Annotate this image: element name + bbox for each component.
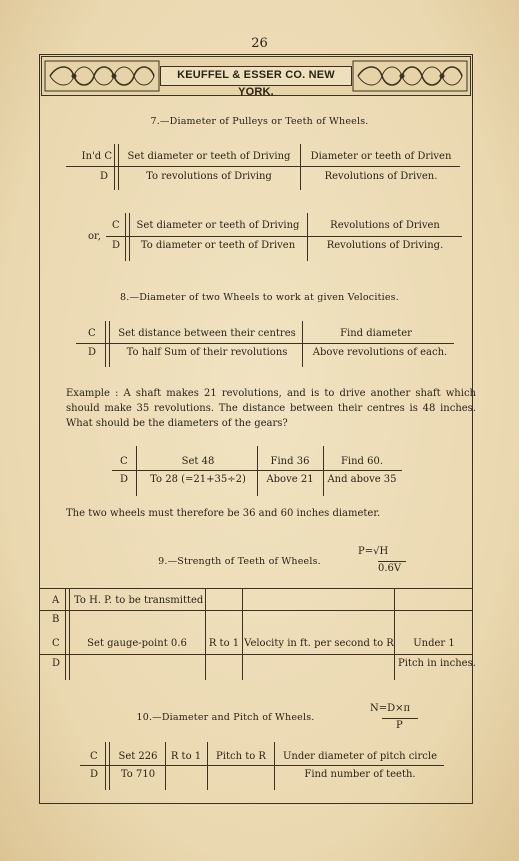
s8-r2-result: Above revolutions of each. bbox=[312, 347, 448, 358]
s9-rule-col3 bbox=[242, 588, 243, 680]
s7-r1-set: Set diameter or teeth of Driving bbox=[127, 151, 291, 162]
s7-r1-result: Diameter or teeth of Driven bbox=[310, 151, 452, 162]
s7-r3-label: C bbox=[112, 220, 120, 231]
s9-rC-velocity: Velocity in ft. per second to R bbox=[244, 638, 394, 649]
s8-ex-r1-label: C bbox=[120, 456, 128, 467]
s10-r1-label: C bbox=[90, 751, 98, 762]
s10-formula-bar bbox=[382, 718, 418, 719]
page-number: 26 bbox=[251, 36, 268, 51]
s9-formula-bar bbox=[378, 561, 406, 562]
s8-ex-r2-label: D bbox=[120, 474, 129, 485]
s7-or-table-divider bbox=[106, 236, 462, 237]
s7-r4-set: To diameter or teeth of Driven bbox=[140, 240, 296, 251]
s8-ex-r2-find1: Above 21 bbox=[266, 474, 314, 485]
s9-rD-label: D bbox=[52, 658, 61, 669]
s7-r3-set: Set diameter or teeth of Driving bbox=[136, 220, 300, 231]
s10-r2-set: To 710 bbox=[120, 769, 156, 780]
s8-r1-result: Find diameter bbox=[340, 328, 412, 339]
s7-or-double-rule bbox=[125, 213, 130, 261]
s8-ex-rule-3 bbox=[323, 446, 324, 496]
s8-conclusion: The two wheels must therefore be 36 and 60 inches diameter. bbox=[66, 508, 381, 519]
s7-r4-result: Revolutions of Driving. bbox=[326, 240, 444, 251]
s9-rA-text: To H. P. to be transmitted bbox=[74, 595, 204, 606]
s9-rule-top bbox=[40, 588, 472, 589]
s10-double-rule bbox=[105, 742, 110, 790]
s8-r1-label: C bbox=[88, 328, 96, 339]
s10-r1-under: Under diameter of pitch circle bbox=[282, 751, 438, 762]
s8-ex-r1-set: Set 48 bbox=[181, 456, 215, 467]
s8-example-paragraph: Example : A shaft makes 21 revolutions, and is to drive another shaft which should make 35 revolutions. The distance between their centres is 48 inches. What should be the diameters of the gears? bbox=[66, 388, 476, 429]
s8-ex-r1-find1: Find 36 bbox=[270, 456, 310, 467]
s9-rA-label: A bbox=[52, 595, 60, 606]
s7-r2-result: Revolutions of Driven. bbox=[324, 171, 438, 182]
s10-r1-r: R to 1 bbox=[170, 751, 202, 762]
s7-r4-label: D bbox=[112, 240, 121, 251]
s10-rule-col2 bbox=[165, 742, 166, 790]
s7-or-column-rule bbox=[307, 213, 308, 261]
s7-r3-result: Revolutions of Driven bbox=[330, 220, 440, 231]
s9-rC-r: R to 1 bbox=[208, 638, 240, 649]
s8-table-divider bbox=[76, 343, 454, 344]
s9-rD-pitch: Pitch in inches. bbox=[398, 658, 476, 669]
s7-r2-label: D bbox=[99, 171, 108, 182]
s9-rC-under: Under 1 bbox=[413, 638, 455, 649]
s10-formula-denominator: P bbox=[396, 720, 403, 731]
s10-r2-result: Find number of teeth. bbox=[304, 769, 416, 780]
s9-rC-label: C bbox=[52, 638, 60, 649]
s9-rule-cd bbox=[40, 654, 472, 655]
s9-rule-col2 bbox=[205, 588, 206, 680]
s9-rC-set: Set gauge-point 0.6 bbox=[87, 638, 187, 649]
ornament-right-icon bbox=[352, 60, 468, 92]
s7-r2-set: To revolutions of Driving bbox=[146, 171, 272, 182]
section-9-heading: 9.—Strength of Teeth of Wheels. bbox=[158, 556, 321, 567]
s8-r2-set: To half Sum of their revolutions bbox=[126, 347, 288, 358]
s10-r1-pitch: Pitch to R bbox=[216, 751, 266, 762]
s8-ex-r1-find2: Find 60. bbox=[340, 456, 384, 467]
header-banner bbox=[41, 56, 471, 96]
s9-formula-denominator: 0.6V bbox=[378, 563, 402, 574]
s9-rule-ab bbox=[40, 610, 472, 611]
s10-formula-numerator: N=D×π bbox=[370, 703, 411, 714]
s8-ex-r2-find2: And above 35 bbox=[327, 474, 397, 485]
s10-r2-label: D bbox=[90, 769, 99, 780]
s7-column-rule bbox=[300, 144, 301, 190]
s7-r1-label: In'd C bbox=[81, 151, 112, 162]
s9-formula-numerator: P=√H bbox=[358, 546, 389, 557]
section-8-heading: 8.—Diameter of two Wheels to work at given Velocities. bbox=[120, 292, 399, 303]
s9-rB-label: B bbox=[52, 614, 60, 625]
s10-r1-set: Set 226 bbox=[118, 751, 158, 762]
s8-r1-set: Set distance between their centres bbox=[118, 328, 296, 339]
section-7-heading: 7.—Diameter of Pulleys or Teeth of Wheels. bbox=[150, 116, 369, 127]
s9-double-rule bbox=[65, 588, 70, 680]
s10-rule-col4 bbox=[274, 742, 275, 790]
s8-r2-label: D bbox=[88, 347, 97, 358]
section-10-heading: 10.—Diameter and Pitch of Wheels. bbox=[136, 712, 315, 723]
s8-ex-rule-2 bbox=[257, 446, 258, 496]
banner-title: KEUFFEL & ESSER CO. NEW YORK. bbox=[160, 66, 352, 86]
s8-ex-r2-set: To 28 (=21+35÷2) bbox=[150, 474, 246, 485]
s7-or-label: or, bbox=[88, 231, 101, 242]
s8-ex-rule-1 bbox=[136, 446, 137, 496]
s7-double-rule bbox=[114, 144, 119, 190]
ornament-left-icon bbox=[44, 60, 160, 92]
s8-column-rule bbox=[302, 321, 303, 367]
s10-table-divider bbox=[80, 765, 444, 766]
s10-rule-col3 bbox=[207, 742, 208, 790]
s8-double-rule bbox=[105, 321, 110, 367]
s7-table-divider bbox=[66, 166, 460, 167]
s9-rule-col4 bbox=[394, 588, 395, 680]
